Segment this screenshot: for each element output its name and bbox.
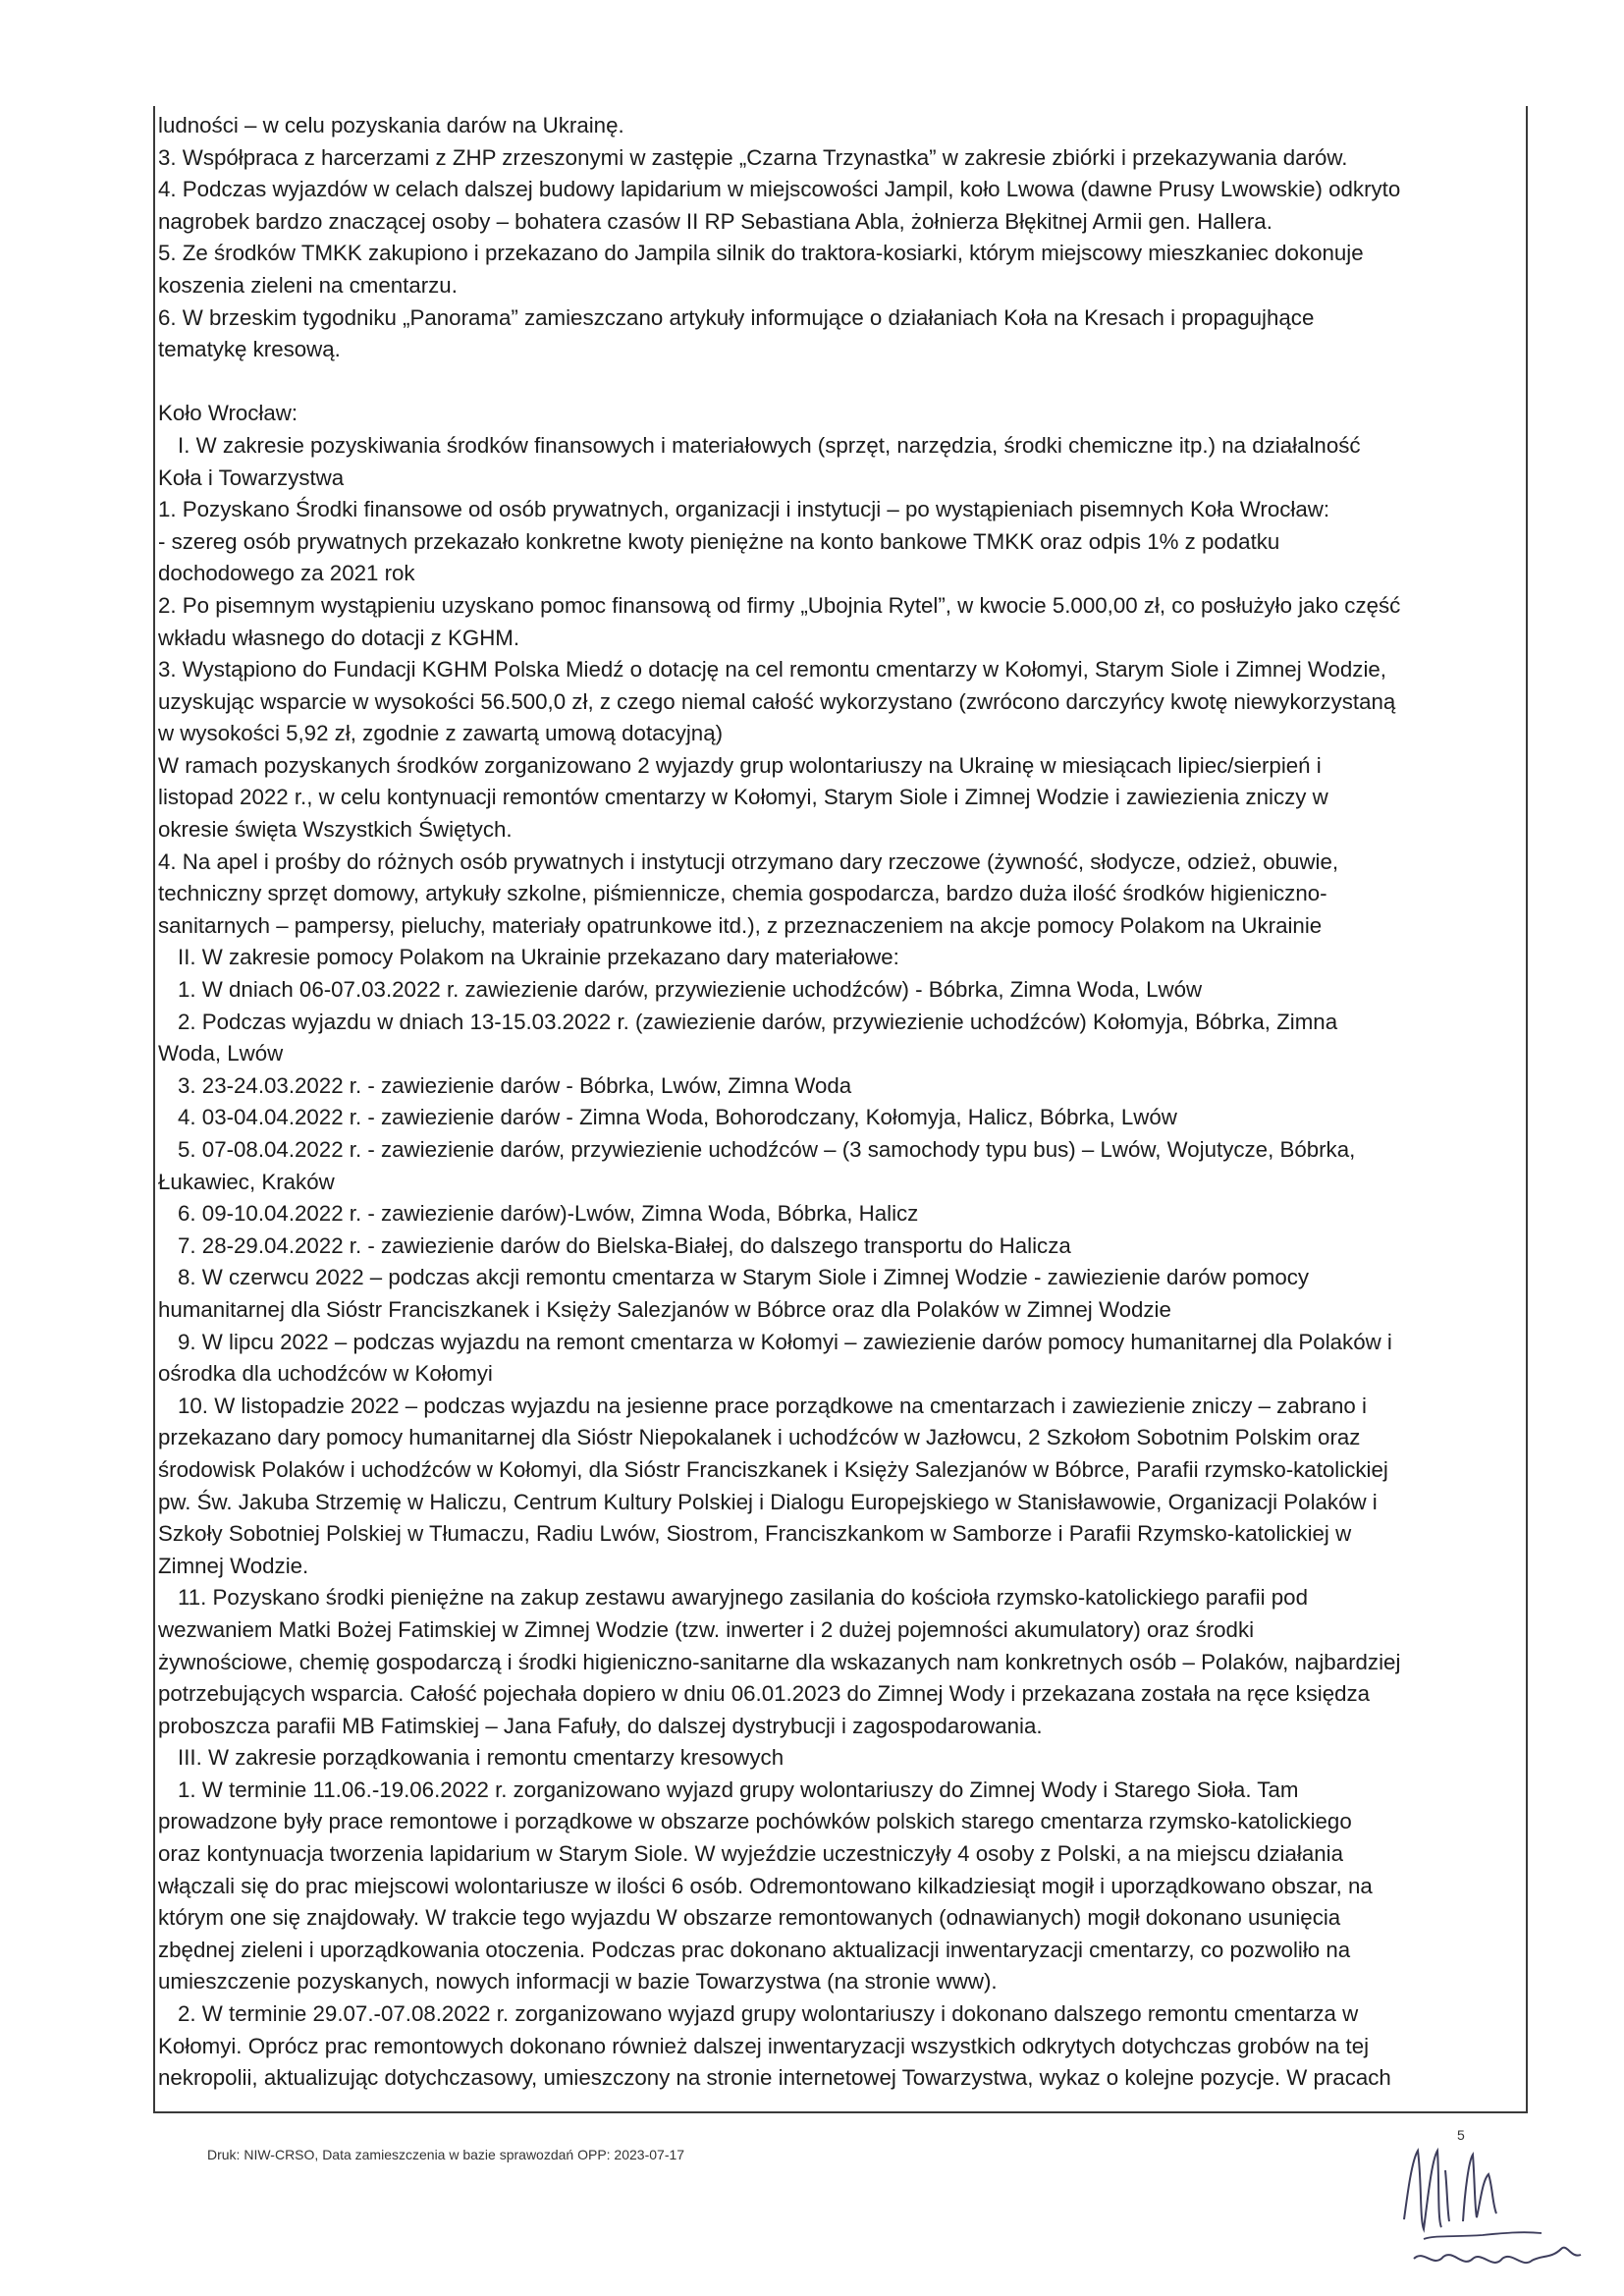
text-line: przekazano dary pomocy humanitarnej dla Sióstr Niepokalanek i uchodźców w Jazłowcu, 2 Szkołom Sobotnim Polskim oraz: [158, 1425, 1361, 1450]
text-line: 3. Współpraca z harcerzami z ZHP zrzeszonymi w zastępie „Czarna Trzynastka” w zakresie zbiórki i przekazywania darów.: [158, 144, 1348, 170]
text-line: ośrodka dla uchodźców w Kołomyi: [158, 1361, 493, 1387]
text-line: Woda, Lwów: [158, 1041, 284, 1066]
text-line: którym one się znajdowały. W trakcie tego wyjazdu W obszarze remontowanych (odnawianych) mogił dokonano usunięcia: [158, 1905, 1341, 1931]
text-line: 3. Wystąpiono do Fundacji KGHM Polska Miedź o dotację na cel remontu cmentarzy w Kołomyi, Starym Siole i Zimnej Wodzie,: [158, 657, 1386, 683]
text-line: I. W zakresie pozyskiwania środków finansowych i materiałowych (sprzęt, narzędzia, środki chemiczne itp.) na działalność: [178, 432, 1361, 458]
text-line: żywnościowe, chemię gospodarczą i środki higieniczno-sanitarne dla wskazanych nam konkretnych osób – Polaków, najbardziej: [158, 1649, 1401, 1674]
text-line: 4. Podczas wyjazdów w celach dalszej budowy lapidarium w miejscowości Jampil, koło Lwowa (dawne Prusy Lwowskie) odkryto: [158, 177, 1401, 202]
text-line: 1. W dniach 06-07.03.2022 r. zawiezienie darów, przywiezienie uchodźców) - Bóbrka, Zimna Woda, Lwów: [178, 977, 1203, 1003]
text-line: okresie święta Wszystkich Świętych.: [158, 817, 513, 843]
text-line: Zimnej Wodzie.: [158, 1553, 309, 1578]
text-line: umieszczenie pozyskanych, nowych informacji w bazie Towarzystwa (na stronie www).: [158, 1969, 998, 1995]
text-line: listopad 2022 r., w celu kontynuacji remontów cmentarzy w Kołomyi, Starym Siole i Zimnej Wodzie i zawiezienia zniczy w: [158, 785, 1328, 810]
text-line: nagrobek bardzo znaczącej osoby – bohatera czasów II RP Sebastiana Abla, żołnierza Błękitnej Armii gen. Hallera.: [158, 208, 1272, 234]
text-line: 8. W czerwcu 2022 – podczas akcji remontu cmentarza w Starym Siole i Zimnej Wodzie - zawiezienie darów pomocy: [178, 1265, 1310, 1290]
text-line: potrzebujących wsparcia. Całość pojechała dopiero w dniu 06.01.2023 do Zimnej Wody i przekazana została na ręce księdza: [158, 1681, 1371, 1707]
text-line: 5. 07-08.04.2022 r. - zawiezienie darów, przywiezienie uchodźców – (3 samochody typu bus) – Lwów, Wojutycze, Bóbrka,: [178, 1137, 1356, 1162]
document-body: [158, 110, 1525, 2095]
text-line: w wysokości 5,92 zł, zgodnie z zawartą umową dotacyjną): [158, 721, 724, 746]
text-line: 3. 23-24.03.2022 r. - zawiezienie darów - Bóbrka, Lwów, Zimna Woda: [178, 1072, 852, 1098]
footer-divider: [153, 2111, 1528, 2113]
text-line: 2. Podczas wyjazdu w dniach 13-15.03.2022 r. (zawiezienie darów, przywiezienie uchodźców) Kołomyja, Bóbrka, Zimna: [178, 1009, 1338, 1034]
blank-line: [158, 366, 1525, 399]
text-line: III. W zakresie porządkowania i remontu cmentarzy kresowych: [178, 1745, 785, 1771]
text-line: Koła i Towarzystwa: [158, 465, 345, 490]
text-line: nekropolii, aktualizując dotychczasowy, umieszczony na stronie internetowej Towarzystwa, wykaz o kolejne pozycje. W pracach: [158, 2065, 1391, 2091]
text-line: Kołomyi. Oprócz prac remontowych dokonano również dalszej inwentaryzacji wszystkich odkrytych dotychczas grobów na tej: [158, 2033, 1370, 2058]
text-line: tematykę kresową.: [158, 337, 341, 362]
text-line: 4. 03-04.04.2022 r. - zawiezienie darów - Zimna Woda, Bohorodczany, Kołomyja, Halicz, Bóbrka, Lwów: [178, 1105, 1177, 1130]
text-line: 6. W brzeskim tygodniku „Panorama” zamieszczano artykuły informujące o działaniach Koła na Kresach i propagujhące: [158, 304, 1315, 330]
text-line: włączali się do prac miejscowi wolontariusze w ilości 6 osób. Odremontowano kilkadziesiąt mogił i uporządkowano obszar, na: [158, 1873, 1373, 1898]
text-line: II. W zakresie pomocy Polakom na Ukrainie przekazano dary materiałowe:: [178, 945, 899, 970]
text-line: wkładu własnego do dotacji z KGHM.: [158, 625, 520, 650]
text-line: oraz kontynuacja tworzenia lapidarium w Starym Siole. W wyjeździe uczestniczyły 4 osoby z Polski, a na miejscu działania: [158, 1841, 1344, 1867]
text-line: pw. Św. Jakuba Strzemię w Haliczu, Centrum Kultury Polskiej i Dialogu Europejskiego w Stanisławowie, Organizacji Polaków i: [158, 1489, 1378, 1514]
text-line: Łukawiec, Kraków: [158, 1169, 335, 1194]
text-line: 6. 09-10.04.2022 r. - zawiezienie darów)-Lwów, Zimna Woda, Bóbrka, Halicz: [178, 1201, 919, 1227]
text-line: - szereg osób prywatnych przekazało konkretne kwoty pieniężne na konto bankowe TMKK oraz odpis 1% z podatku: [158, 528, 1280, 554]
text-line: humanitarnej dla Sióstr Franciszkanek i Księży Salezjanów w Bóbrce oraz dla Polaków w Zimnej Wodzie: [158, 1296, 1171, 1322]
text-line: W ramach pozyskanych środków zorganizowano 2 wyjazdy grup wolontariuszy na Ukrainę w miesiącach lipiec/sierpień i: [158, 752, 1322, 778]
text-line: uzyskując wsparcie w wysokości 56.500,0 zł, z czego niemal całość wykorzystano (zwrócono darczyńcy kwotę niewykorzystaną: [158, 688, 1396, 714]
text-line: wezwaniem Matki Bożej Fatimskiej w Zimnej Wodzie (tzw. inwerter i 2 dużej pojemności akumulatory) oraz środki: [158, 1616, 1255, 1642]
text-line: 9. W lipcu 2022 – podczas wyjazdu na remont cmentarza w Kołomyi – zawiezienie darów pomocy humanitarnej dla Polaków i: [178, 1329, 1392, 1354]
text-line: 1. W terminie 11.06.-19.06.2022 r. zorganizowano wyjazd grupy wolontariuszy do Zimnej Wody i Starego Sioła. Tam: [178, 1777, 1299, 1802]
text-line: Szkoły Sobotniej Polskiej w Tłumaczu, Radiu Lwów, Siostrom, Franciszkankom w Samborze i Parafii Rzymsko-katolickiej w: [158, 1521, 1352, 1547]
text-line: 11. Pozyskano środki pieniężne na zakup zestawu awaryjnego zasilania do kościoła rzymsko-katolickiego parafii pod: [178, 1585, 1308, 1611]
text-line: 1. Pozyskano Środki finansowe od osób prywatnych, organizacji i instytucji – po wystąpieniach pisemnych Koła Wrocław:: [158, 497, 1330, 522]
text-line: zbędnej zieleni i uporządkowania otoczenia. Podczas prac dokonano aktualizacji inwentaryzacji cmentarzy, co pozwoliło na: [158, 1937, 1351, 1962]
text-line: proboszcza parafii MB Fatimskiej – Jana Fafuły, do dalszej dystrybucji i zagospodarowania.: [158, 1713, 1043, 1738]
text-line: 2. Po pisemnym wystąpieniu uzyskano pomoc finansową od firmy „Ubojnia Rytel”, w kwocie 5.000,00 zł, co posłużyło jako część: [158, 592, 1401, 618]
text-line: ludności – w celu pozyskania darów na Ukrainę.: [158, 113, 624, 137]
text-line: Koło Wrocław:: [158, 401, 298, 426]
page-number: 5: [1457, 2127, 1465, 2143]
text-line: techniczny sprzęt domowy, artykuły szkolne, piśmiennicze, chemia gospodarcza, bardzo duża ilość środków higieniczno-: [158, 881, 1327, 906]
text-line: 7. 28-29.04.2022 r. - zawiezienie darów do Bielska-Białej, do dalszego transportu do Halicza: [178, 1232, 1071, 1258]
text-line: 4. Na apel i prośby do różnych osób prywatnych i instytucji otrzymano dary rzeczowe (żywność, słodycze, odzież, obuwie,: [158, 848, 1339, 874]
text-line: koszenia zieleni na cmentarzu.: [158, 272, 458, 298]
text-line: sanitarnych – pampersy, pieluchy, materiały opatrunkowe itd.), z przeznaczeniem na akcje pomocy Polakom na Ukrainie: [158, 912, 1323, 938]
text-line: środowisk Polaków i uchodźców w Kołomyi, dla Sióstr Franciszkanek i Księży Salezjanów w Bóbrce, Parafii rzymsko-katolickiej: [158, 1456, 1388, 1482]
print-footer: Druk: NIW-CRSO, Data zamieszczenia w bazie sprawozdań OPP: 2023-07-17: [207, 2147, 685, 2162]
handwritten-signatures: [1394, 2111, 1610, 2288]
text-line: 5. Ze środków TMKK zakupiono i przekazano do Jampila silnik do traktora-kosiarki, którym miejscowy mieszkaniec dokonuje: [158, 241, 1364, 266]
text-line: 10. W listopadzie 2022 – podczas wyjazdu na jesienne prace porządkowe na cmentarzach i zawiezienie zniczy – zabrano i: [178, 1393, 1367, 1418]
text-line: 2. W terminie 29.07.-07.08.2022 r. zorganizowano wyjazd grupy wolontariuszy i dokonano dalszego remontu cmentarza w: [178, 2001, 1359, 2027]
text-line: prowadzone były prace remontowe i porządkowe w obszarze pochówków polskich starego cmentarza rzymsko-katolickiego: [158, 1809, 1352, 1834]
text-line: dochodowego za 2021 rok: [158, 561, 415, 586]
